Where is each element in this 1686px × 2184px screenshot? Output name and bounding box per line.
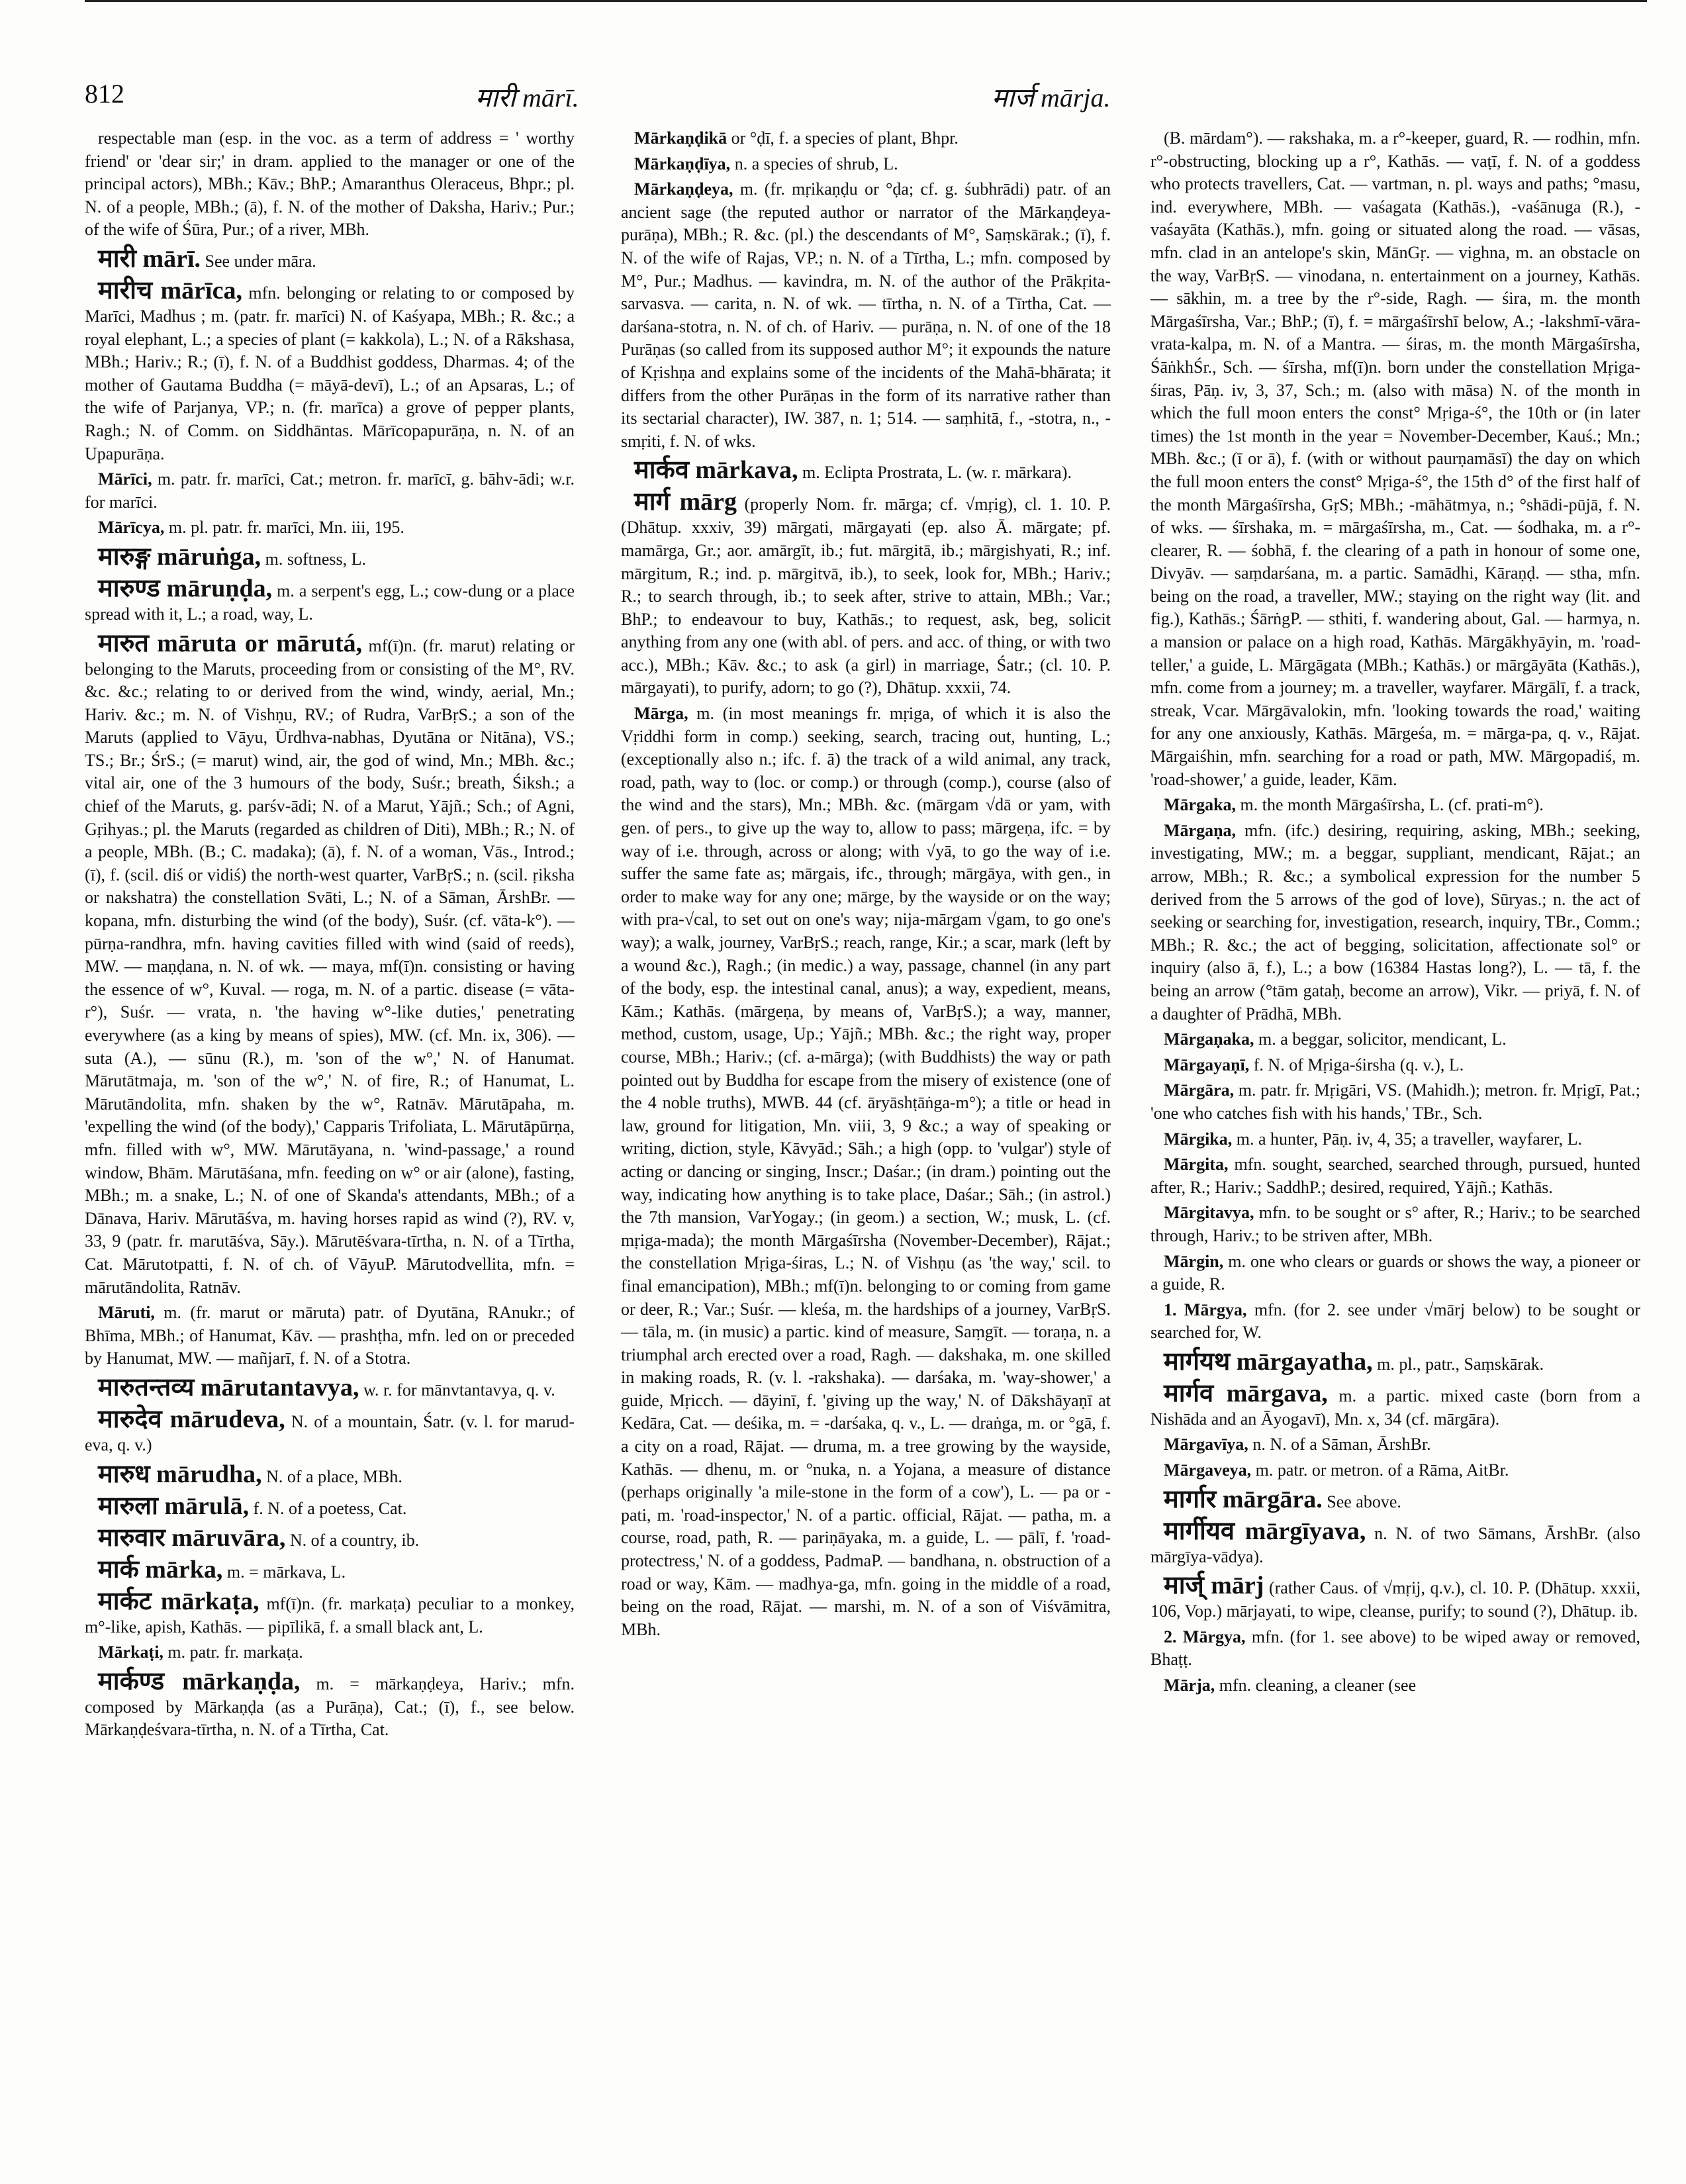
entry-headword: मार्ज् mārj xyxy=(1164,1572,1264,1600)
entry-text: (properly Nom. fr. mārga; cf. √mṛig), cl. 1. 10. P. (Dhātup. xxxiv, 39) mārgati, mārgayati (ep. also Ā. mārgate; pf. mamārga, Gr.; aor. amārgīt, ib.; fut. mārgitā, ib.; mārgishyati, R.; inf. mārgitum, R.; ind. p. mārgitvā, ib.), to seek, look for, MBh.; Hariv.; R.; to search through, ib.; to seek after, strive to attain, MBh.; Var.; BhP.; to endeavour to buy, Kathās.; to request, ask, beg, solicit anything from any one (with abl. of pers. and acc. of thing, or with two acc.), MBh.; Kāv. &c.; to ask (a girl) in marriage, Śatr.; (cl. 10. P. mārgayati), to purify, adorn; to go (?), Dhātup. xxxii, 74. xyxy=(621,495,1111,698)
entry-headword: 1. Mārgya, xyxy=(1164,1300,1247,1319)
dictionary-entry xyxy=(1150,1674,1640,1697)
dictionary-entry xyxy=(1150,1128,1640,1151)
dictionary-entry xyxy=(1150,1153,1640,1199)
entry-text: m. patr. or metron. of a Rāma, AitBr. xyxy=(1255,1460,1509,1480)
entry-text: mfn. sought, searched, searched through, pursued, hunted after, R.; Hariv.; SaddhP.; desired, required, Yājñ.; Kathās. xyxy=(1150,1155,1640,1197)
entry-headword: Mārgaka, xyxy=(1164,795,1237,815)
entry-headword: मार्गार mārgāra. xyxy=(1164,1485,1323,1513)
entry-headword: मारुध mārudha, xyxy=(98,1460,262,1488)
entry-headword: मारी mārī. xyxy=(98,244,201,273)
entry-text: mf(ī)n. (fr. marut) relating or belonging to the Maruts, proceeding from or consisting of the M°, RV. &c. &c.; relating to or derived from the wind, windy, aerial, Mn.; Hariv. &c.; m. N. of Vishṇu, RV.; of Rudra, VarBṛS.; a son of the Maruts (applied to Vāyu, Ūrdhva-nabhas, Dyutāna or Nitāna), VS.; TS.; Br.; ŚrS.; (= marut) wind, air, the god of wind, Mn.; MBh. &c.; vital air, one of the 3 humours of the body, Suśr.; breath, Śiksh.; a chief of the Maruts, g. parśv-ādi; N. of a Marut, Yājñ.; Sch.; of Agni, Gṛihyas.; pl. the Maruts (regarded as children of Diti), MBh.; R.; N. of a people, MBh. (B.; C. madaka); (ā), f. N. of a woman, Vās., Introd.; (ī), f. (scil. diś or vidiś) the north-west quarter, VarBṛS.; n. (scil. ṛiksha or nakshatra) the constellation Svāti, L.; N. of a Sāman, ĀrshBr. — kopana, mfn. disturbing the wind (of the body), Suśr. (cf. vāta-k°). — pūrṇa-randhra, mfn. having cavities filled with wind (said of reeds), MW. — maṇḍana, n. N. of wk. — maya, mf(ī)n. consisting or having the essence of w°, Kuval. — roga, m. N. of a partic. disease (= vāta-r°), Suśr. — vrata, n. 'the having w°-like duties,' penetrating everywhere (as a king by means of spies), MW. (cf. Mn. ix, 306). — suta (A.), — sūnu (R.), m. 'son of the w°,' N. of Hanumat. Mārutātmaja, m. 'son of the w°,' N. of fire, R.; of Hanumat, L. Mārutāndolita, mfn. shaken by the w°, Ratnāv. Mārutāpaha, m. 'expelling the wind (of the body),' Capparis Trifoliata, L. Mārutāpūrṇa, mfn. filled with w°, MW. Mārutāyana, n. 'wind-passage,' a round window, Bhām. Mārutāśana, mfn. feeding on w° or air (alone), fasting, MBh.; m. a snake, L.; N. of one of Skanda's attendants, MBh.; of a Dānava, Hariv. Mārutāśva, m. having horses rapid as wind (?), RV. v, 33, 9 (patr. fr. marutāśva, Sāy.). Mārutēśvara-tīrtha, n. N. of a Tīrtha, Cat. Mārutotpatti, f. N. of ch. of VāyuP. Mārutodvellita, mfn. = mārutāndolita, Ratnāv. xyxy=(85,636,575,1297)
dictionary-entry xyxy=(621,178,1111,453)
entry-headword: मारुदेव mārudeva, xyxy=(98,1405,285,1433)
entry-headword: Mārgitavya, xyxy=(1164,1203,1254,1223)
entry-text: m. a hunter, Pāṇ. iv, 4, 35; a traveller, wayfarer, L. xyxy=(1236,1129,1582,1149)
dictionary-entry xyxy=(1150,794,1640,817)
entry-text: f. N. of a poetess, Cat. xyxy=(253,1498,407,1518)
entry-text: m. = mārkava, L. xyxy=(226,1562,346,1582)
dictionary-entry xyxy=(85,1492,575,1521)
entry-text: m. the month Mārgaśīrsha, L. (cf. prati-m°). xyxy=(1240,795,1544,815)
entry-text: m. patr. fr. markaṭa. xyxy=(167,1642,303,1662)
entry-headword: Mārgika, xyxy=(1164,1129,1233,1149)
entry-headword: Mārkaṇḍikā xyxy=(634,128,727,148)
entry-headword: 2. Mārgya, xyxy=(1164,1627,1246,1646)
dictionary-entry xyxy=(85,1405,575,1457)
entry-text: mfn. (ifc.) desiring, requiring, asking, MBh.; seeking, investigating, MW.; m. a beggar, suppliant, mendicant, Rājat.; an arrow, MBh.; R. &c.; a symbolical expression for the number 5 derived from the 5 arrows of the god of love), Sūryas.; n. the act of seeking or searching for, investigation, research, inquiry, TBr., Comm.; MBh.; R. &c.; the act of begging, solicitation, affectionate sol° or inquiry (also ā, f.), L.; a bow (16384 Hastas long?), L. — tā, f. the being an arrow (°tām gataḥ, become an arrow), Vikr. — priyā, f. N. of a daughter of Prādhā, MBh. xyxy=(1150,820,1640,1023)
dictionary-entry xyxy=(1150,1054,1640,1077)
dictionary-entry xyxy=(621,702,1111,1641)
entry-text: or °ḍī, f. a species of plant, Bhpr. xyxy=(731,128,959,148)
entry-headword: Mārkaṇḍīya, xyxy=(634,154,731,173)
entry-headword: मार्कव mārkava, xyxy=(634,456,798,485)
entry-text: mfn. (for 1. see above) to be wiped away or removed, Bhaṭṭ. xyxy=(1150,1627,1640,1670)
entry-headword: मार्गव mārgava, xyxy=(1164,1379,1328,1407)
dictionary-entry xyxy=(621,455,1111,485)
page-header xyxy=(85,78,1647,118)
dictionary-entry xyxy=(85,1667,575,1742)
dictionary-entry xyxy=(621,153,1111,176)
entry-text: m. (fr. mṛikaṇḍu or °ḍa; cf. g. śubhrādi) patr. of an ancient sage (the reputed author or narrator of the Mārkaṇḍeya-purāṇa), MBh.; R. &c. (pl.) the descendants of M°, Saṃskārak.; (ī), f. N. of the wife of Rajas, VP.; n. N. of a Tīrtha, L.; mfn. composed by M°, Pur.; Madhus. — kavindra, m. N. of the author of the Prākṛita-sarvasva. — carita, n. N. of wk. — tīrtha, n. N. of a Tīrtha, Cat. — darśana-stotra, n. N. of ch. of Hariv. — purāṇa, n. N. of one of the 18 Purāṇas (so called from its supposed author M°; it expounds the nature of Kṛishṇa and explains some of the incidents of the Mahā-bhārata; it differs from the other Purāṇas in the form of its narrative rather than its sectarial character), IW. 387, n. 1; 514. — saṃhitā, f., -stotra, n., -smṛiti, f. N. of wks. xyxy=(621,179,1111,451)
entry-headword: मार्कण्ड mārkaṇḍa, xyxy=(98,1667,301,1695)
entry-text: (B. mārdam°). — rakshaka, m. a r°-keeper, guard, R. — rodhin, mfn. r°-obstructing, blocking up a r°, Kathās. — vaṭī, f. N. of a goddess who protects travellers, Cat. — vartman, n. pl. ways and paths; °masu, ind. everywhere, MBh. — vaśagata (Kathās.), -vaśānuga (R.), -vaśayāta (Kathās.), mfn. going or situated along the road. — vāsas, mfn. clad in an antelope's skin, MānGṛ. — vighna, m. an obstacle on the way, VarBṛS. — vinodana, n. entertainment on a journey, Kathās. — sākhin, m. a tree by the r°-side, Ragh. — śira, m. the month Mārgaśīrsha, Var.; BhP.; (ī), f. = mārgaśīrshī below, A.; -lakshmī-vāra-vrata-kalpa, m. N. of a Mantra. — śiras, m. the month Mārgaśīrsha, ŚāṅkhŚr., Sch. — śīrsha, mf(ī)n. born under the constellation Mṛiga-śiras, Pāṇ. iv, 3, 37, Sch.; m. (also with māsa) N. of the month in which the full moon enters the const° Mṛiga-ś°, the 10th or (in later times) the 1st month in the year = November-December, Kauś.; Mn.; MBh. &c.; (ī or ā), f. (with or without paurṇamāsī) the day on which the full moon enters the const° Mṛiga-ś°, the 15th d° of the first half of the month Mārgaśīrsha, GṛS; MBh.; -māhātmya, n.; °shādi-pūjā, f. N. of wks. — śīrshaka, m. = mārgaśīrsha, m., Cat. — śodhaka, m. a r°-clearer, R. — śobhā, f. the clearing of a path in honour of some one, Divyāv. — saṃdarśana, m. a partic. Samādhi, Kāraṇḍ. — stha, mfn. being on the road, a traveller, MW.; staying on the right way (lit. and fig.), Kathās.; ŚārṅgP. — sthiti, f. wandering about, Gal. — harmya, n. a mansion or palace on a high road, Kathās. Mārgākhyāyin, m. 'road-teller,' a guide, L. Mārgāgata (MBh.; Kathās.) or mārgāyāta (Kathās.), mfn. come from a journey; m. a traveller, wayfarer. Mārgālī, f. a track, streak, Vcar. Mārgāvalokin, mfn. 'looking towards the road,' waiting for any one anxiously, Kathās. Mārgeśa, m. = mārga-pa, q. v., Rājat. Mārgaiśhin, mfn. searching for a road or path, MW. Mārgopadiś, m. 'road-shower,' a guide, leader, Kām. xyxy=(1150,128,1640,789)
entry-headword: Mārīcya, xyxy=(98,518,165,538)
entry-text: m. (in most meanings fr. mṛiga, of which it is also the Vṛiddhi form in comp.) seeking, search, tracing out, hunting, L.; (exceptionally also n.; ifc. f. ā) the track of a wild animal, any track, road, path, way to (loc. or comp.) or through (comp.), course (also of the wind and the stars), Mn.; MBh. &c. (mārgam √dā or yam, with gen. of pers., to give up the way to, allow to pass; mārgeṇa, ifc. = by way of i.e. through, across or along; with √yā, to go the way of i.e. suffer the same fate as; mārgais, ifc., through; mārgāya, with gen., in order to make way for any one; mārge, by the wayside or on the way; with pra-√cal, to set out on one's way; nija-mārgam √gam, to go one's way); a walk, journey, VarBṛS.; reach, range, Kir.; a scar, mark (left by a wound &c.), Ragh.; (in medic.) a way, passage, channel (in any part of the body, esp. the intestinal canal, anus); a way, expedient, means, Kām.; Kathās. (mārgeṇa, by means of, VarBṛS.); a way, manner, method, custom, usage, Up.; Yājñ.; MBh. &c.; the right way, proper course, MBh.; Hariv.; (cf. a-mārga); (with Buddhists) the way or path pointed out by Buddha for escape from the misery of existence (one of the 4 noble truths), MWB. 44 (cf. āryāshṭāṅga-m°); a title or head in law, ground for litigation, Mn. viii, 3, 9 &c.; a way of speaking or writing, diction, style, Kāvyād.; Sāh.; a high (opp. to 'vulgar') style of acting or dancing or singing, Inscr.; Daśar.; (in dram.) pointing out the way, indicating how anything is to take place, Daśar.; Sāh.; (in astrol.) the 7th mansion, VarYogay.; (in geom.) a section, W.; musk, L. (cf. mṛiga-mada); the month Mārgaśīrsha (November-December), Rājat.; the constellation Mṛiga-śiras, L.; N. of Vishṇu (as 'the way,' scil. to final emancipation), MBh.; mf(ī)n. belonging to or coming from game or deer, R.; Var.; Suśr. — kleśa, m. the hardships of a journey, VarBṛS. — tāla, m. (in music) a partic. kind of measure, Saṃgīt. — toraṇa, n. a triumphal arch erected over a road, Ragh. — dakshaka, m. one skilled in making roads, R. (v. l. -rakshaka). — darśaka, m. 'way-shower,' a guide, Mṛicch. — dāyinī, f. 'giving up the way,' N. of Dākshāyaṇī at Kedāra, Cat. — deśika, m. = -darśaka, q. v., L. — draṅga, m. or °gā, f. a city on a road, Rājat. — druma, m. a tree growing by the wayside, Kathās. — dhenu, m. or °nuka, n. a Yojana, a measure of distance (perhaps originally 'a mile-stone in the form of a cow'), L. — pa or -pati, m. 'road-inspector,' N. of a partic. official, Rājat. — patha, m. a course, road, path, R. — pariṇāyaka, m. a guide, L. — pālī, f. 'road-protectress,' N. of a goddess, PadmaP. — bandhana, n. obstruction of a road or way, Kām. — madhya-ga, mfn. going in the middle of a road, being on the road, Rājat. — marshi, m. N. of a son of Viśvāmitra, MBh. xyxy=(621,704,1111,1639)
dictionary-entry xyxy=(85,1523,575,1552)
entry-headword: मारुङ्ग māruṅga, xyxy=(98,542,261,571)
dictionary-entry xyxy=(621,487,1111,700)
dictionary-entry xyxy=(85,468,575,514)
entry-headword: Mārgaveya, xyxy=(1164,1460,1252,1480)
entry-text: mf(ī)n. (fr. markaṭa) peculiar to a monkey, m°-like, apish, Kathās. — pipīlikā, f. a small black ant, L. xyxy=(85,1593,575,1637)
dictionary-entry xyxy=(1150,1433,1640,1456)
entry-headword: मार्गीयव mārgīyava, xyxy=(1164,1517,1366,1545)
entry-headword: मारुत māruta or mārutá, xyxy=(98,629,363,657)
dictionary-entry xyxy=(621,127,1111,150)
entry-text: m. one who clears or guards or shows the way, a pioneer or a guide, R. xyxy=(1150,1251,1640,1294)
entry-text: N. of a mountain, Śatr. (v. l. for marud-eva, q. v.) xyxy=(85,1411,575,1454)
entry-headword: Mārgaṇa, xyxy=(1164,820,1237,840)
entry-text: n. N. of two Sāmans, ĀrshBr. (also mārgīya-vādya). xyxy=(1150,1523,1640,1566)
dictionary-entry xyxy=(1150,1202,1640,1247)
entry-headword: Mārja, xyxy=(1164,1676,1215,1695)
entry-headword: Mārgavīya, xyxy=(1164,1435,1248,1454)
column-1 xyxy=(85,127,575,2166)
dictionary-entry xyxy=(1150,820,1640,1025)
entry-text: mfn. (for 2. see under √mārj below) to be sought or searched for, W. xyxy=(1150,1300,1640,1343)
entry-headword: मारीच mārīca, xyxy=(98,276,242,305)
entry-text: m. patr. fr. Mṛigāri, VS. (Mahidh.); metron. fr. Mṛigī, Pat.; 'one who catches fish with his hands,' TBr., Sch. xyxy=(1150,1080,1640,1123)
entry-text: mfn. belonging or relating to or composed by Marīci, Madhus ; m. (patr. fr. marīci) N. of Kaśyapa, MBh.; R. &c.; a royal elephant, L.; a species of plant (= kakkola), L.; N. of a Rākshasa, MBh.; Hariv.; R.; (ī), f. N. of a Buddhist goddess, Dharmas. 4; of the mother of Gautama Buddha (= māyā-devī), L.; of an Apsaras, L.; of the wife of Parjanya, VP.; n. (fr. marīca) a grove of pepper plants, Ragh.; N. of Comm. on Siddhāntas. Mārīcopapurāṇa, n. N. of an Upapurāṇa. xyxy=(85,283,575,463)
entry-text: See above. xyxy=(1327,1492,1401,1511)
entry-headword: मार्क mārka, xyxy=(98,1555,223,1584)
entry-headword: मारुवार māruvāra, xyxy=(98,1523,286,1552)
entry-headword: Mārgaṇaka, xyxy=(1164,1029,1254,1049)
entry-text: mfn. to be sought or s° after, R.; Hariv.; to be searched through, Hariv.; to be striven after, MBh. xyxy=(1150,1203,1640,1245)
dictionary-entry xyxy=(85,542,575,571)
dictionary-entry xyxy=(85,574,575,626)
entry-text: m. pl., patr., Saṃskārak. xyxy=(1377,1354,1544,1374)
entry-headword: मार्कट mārkaṭa, xyxy=(98,1587,259,1615)
entry-text: N. of a place, MBh. xyxy=(266,1466,402,1486)
entry-text: respectable man (esp. in the voc. as a term of address = ' worthy friend' or 'dear sir;' in dram. applied to the manager or one of the principal actors), MBh.; Kāv.; BhP.; Amaranthus Oleraceus, Bhpr.; pl. N. of a people, MBh.; (ā), f. N. of the mother of Daksha, Hariv.; Pur.; of the wife of Śūra, Pur.; of a river, MBh. xyxy=(85,128,575,240)
entry-text: f. N. of Mṛiga-śirsha (q. v.), L. xyxy=(1253,1055,1464,1074)
dictionary-entry xyxy=(1150,1485,1640,1514)
entry-text: (rather Caus. of √mṛij, q.v.), cl. 10. P. (Dhātup. xxxii, 106, Vop.) mārjayati, to wipe, cleanse, purify; to sound (?), Dhātup. ib. xyxy=(1150,1578,1640,1621)
dictionary-entry xyxy=(1150,1379,1640,1431)
entry-headword: Mārgita, xyxy=(1164,1155,1229,1174)
entry-headword: मार्ग mārg xyxy=(634,488,737,516)
dictionary-entry xyxy=(1150,1347,1640,1376)
entry-text: See under māra. xyxy=(205,251,316,271)
dictionary-entry xyxy=(85,1555,575,1584)
entry-headword: Mārkaṇḍeya, xyxy=(634,179,733,199)
dictionary-columns xyxy=(85,127,1647,2166)
entry-text: m. (fr. marut or māruta) patr. of Dyutāna, RAnukr.; of Bhīma, MBh.; of Hanumat, Kāv. — prashṭha, mfn. led on or preceded by Hanumat, MW. — mañjarī, f. N. of a Stotra. xyxy=(85,1303,575,1368)
entry-headword: मारुण्ड māruṇḍa, xyxy=(98,574,273,602)
dictionary-entry xyxy=(1150,1028,1640,1051)
dictionary-entry xyxy=(85,244,575,273)
entry-headword: Mārīci, xyxy=(98,469,152,489)
header-rule xyxy=(85,0,1647,7)
entry-text: n. a species of shrub, L. xyxy=(734,154,898,173)
entry-headword: Mārgin, xyxy=(1164,1251,1224,1271)
column-3 xyxy=(1150,127,1640,2166)
entry-headword: Mārgāra, xyxy=(1164,1080,1235,1100)
dictionary-entry xyxy=(1150,1299,1640,1345)
dictionary-entry xyxy=(1150,1079,1640,1125)
entry-text: m. a serpent's egg, L.; cow-dung or a place spread with it, L.; a road, way, L. xyxy=(85,581,575,624)
dictionary-entry xyxy=(85,1460,575,1489)
entry-headword: Māruti, xyxy=(98,1303,155,1323)
entry-text: m. Eclipta Prostrata, L. (w. r. mārkara). xyxy=(802,463,1072,483)
dictionary-entry xyxy=(85,127,575,242)
entry-headword: Mārgayaṇī, xyxy=(1164,1055,1250,1074)
entry-text: m. a partic. mixed caste (born from a Nishāda and an Āyogavī), Mn. x, 34 (cf. mārgāra). xyxy=(1150,1386,1640,1429)
entry-text: m. softness, L. xyxy=(265,549,367,569)
entry-headword: मार्गयथ mārgayatha, xyxy=(1164,1347,1373,1376)
right-running-headword: मार्ज mārja. xyxy=(992,83,1111,113)
column-2 xyxy=(621,127,1111,2166)
dictionary-entry xyxy=(1150,1626,1640,1672)
dictionary-entry xyxy=(85,516,575,540)
dictionary-entry xyxy=(85,1302,575,1370)
dictionary-entry xyxy=(1150,1517,1640,1569)
dictionary-entry xyxy=(1150,1251,1640,1296)
left-running-headword: मारी mārī. xyxy=(475,83,579,113)
entry-headword: मारुला mārulā, xyxy=(98,1492,250,1520)
dictionary-entry xyxy=(85,629,575,1300)
entry-text: N. of a country, ib. xyxy=(289,1530,420,1550)
dictionary-entry xyxy=(1150,1459,1640,1482)
dictionary-entry xyxy=(1150,127,1640,791)
entry-text: m. pl. patr. fr. marīci, Mn. iii, 195. xyxy=(168,518,404,538)
dictionary-entry xyxy=(1150,1571,1640,1623)
entry-text: w. r. for mānvtantavya, q. v. xyxy=(363,1380,555,1400)
entry-text: m. = mārkaṇḍeya, Hariv.; mfn. composed by Mārkaṇḍa (as a Purāṇa), Cat.; (ī), f., see below. Mārkaṇḍeśvara-tīrtha, n. N. of a Tīrtha, Cat. xyxy=(85,1674,575,1740)
entry-text: m. patr. fr. marīci, Cat.; metron. fr. marīcī, g. bāhv-ādi; w.r. for marīci. xyxy=(85,469,575,512)
dictionary-entry xyxy=(85,276,575,465)
entry-headword: Mārga, xyxy=(634,704,688,724)
entry-headword: मारुतन्तव्य mārutantavya, xyxy=(98,1373,359,1401)
entry-headword: Mārkaṭi, xyxy=(98,1642,164,1662)
entry-text: n. N. of a Sāman, ĀrshBr. xyxy=(1252,1435,1431,1454)
entry-text: m. a beggar, solicitor, mendicant, L. xyxy=(1258,1029,1507,1049)
page-number: 812 xyxy=(85,79,124,109)
entry-text: mfn. cleaning, a cleaner (see xyxy=(1219,1676,1417,1695)
dictionary-entry xyxy=(85,1587,575,1639)
dictionary-entry xyxy=(85,1373,575,1402)
dictionary-entry xyxy=(85,1641,575,1664)
